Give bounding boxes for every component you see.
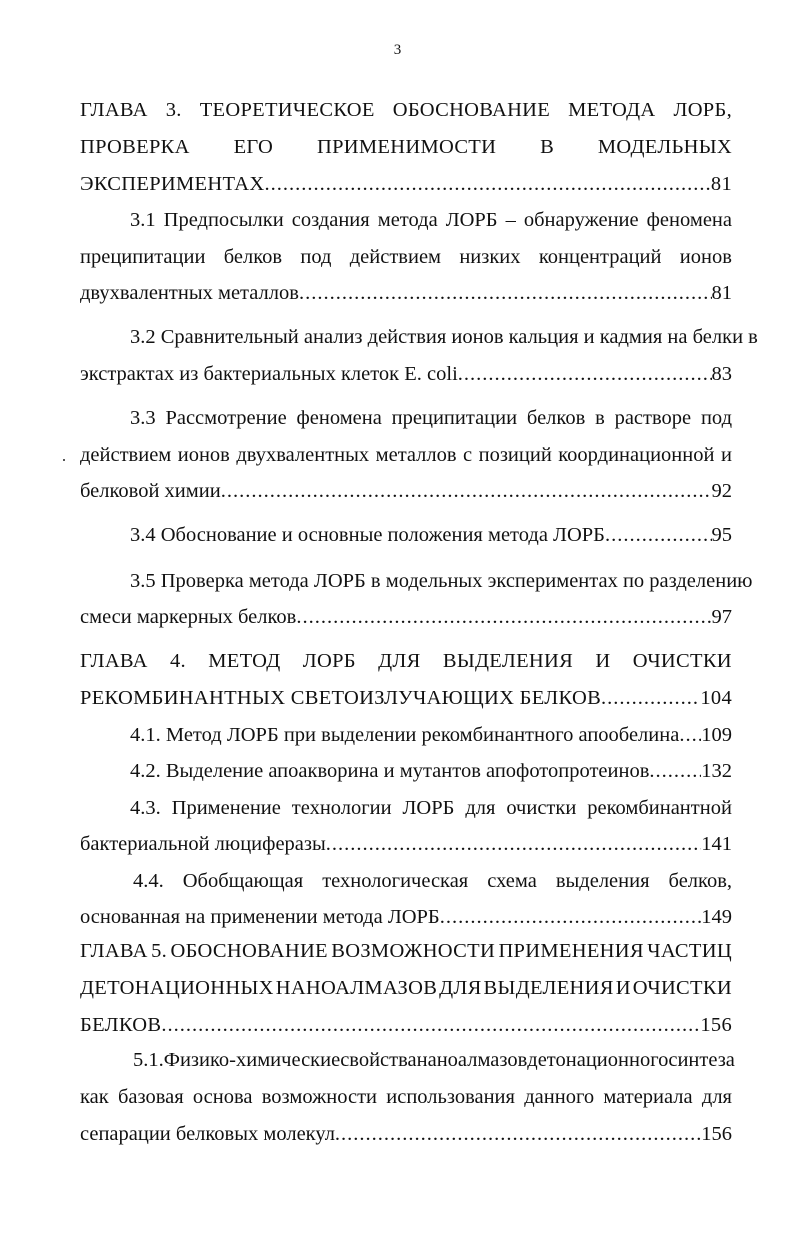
justified-word: 4. — [169, 650, 186, 672]
justified-word: основа — [192, 1086, 253, 1108]
justified-word: НАНОАЛМАЗОВ — [275, 977, 438, 999]
justified-word: И — [595, 650, 611, 672]
toc-section-4-3-line-2[interactable] — [80, 831, 732, 857]
justified-word: наноалмазов — [416, 1049, 528, 1071]
toc-section-4-3-line-1 — [130, 795, 732, 821]
toc-chapter-3-line-3[interactable] — [80, 171, 732, 197]
justified-word: рекомбинантной — [587, 797, 732, 819]
toc-section-3-1-line-2 — [80, 244, 732, 270]
toc-leader-dots — [335, 1121, 701, 1147]
toc-section-5-1-line-1 — [133, 1047, 735, 1073]
justified-word: ЛОРБ, — [673, 99, 732, 121]
justified-word: феномена — [646, 209, 732, 231]
toc-page-number: 149 — [701, 906, 732, 928]
toc-section-4-4-line-1 — [133, 868, 732, 894]
toc-leader-dots — [440, 904, 702, 930]
justified-word: преципитации — [391, 407, 518, 429]
justified-word: преципитации — [80, 246, 206, 268]
toc-section-4-1[interactable] — [130, 722, 732, 748]
toc-section-4-4-line-2[interactable] — [80, 904, 732, 930]
justified-word: Рассмотрение — [165, 407, 287, 429]
justified-word: детонационного — [527, 1049, 669, 1071]
justified-word: выделения — [555, 870, 650, 892]
toc-chapter-3-line-1 — [80, 97, 732, 123]
justified-word: металлов — [375, 444, 457, 466]
justified-word: ВЫДЕЛЕНИЯ — [483, 977, 614, 999]
toc-section-3-3-line-3[interactable] — [80, 478, 732, 504]
justified-word: для — [701, 1086, 732, 1108]
toc-leader-dots — [221, 478, 712, 504]
justified-word: возможности — [261, 1086, 377, 1108]
toc-chapter-4-line-1 — [80, 648, 732, 674]
toc-section-3-3-line-2 — [80, 442, 732, 468]
toc-section-3-5-line-1: 3.5 Проверка метода ЛОРБ в модельных экспериментах по разделению — [130, 570, 753, 592]
toc-page-number: 141 — [701, 833, 732, 855]
justified-word: ПРИМЕНИМОСТИ — [316, 136, 497, 158]
toc-section-3-5-line-2[interactable] — [80, 604, 732, 630]
justified-word: под — [300, 246, 332, 268]
toc-leader-dots — [296, 604, 711, 630]
justified-word: ВЫДЕЛЕНИЯ — [442, 650, 574, 672]
justified-word: ЛОРБ — [445, 209, 498, 231]
justified-word: ЧАСТИЦ — [647, 940, 732, 962]
justified-word: очистки — [506, 797, 577, 819]
justified-word: ГЛАВА — [80, 650, 148, 672]
justified-word: ОБОСНОВАНИЕ — [170, 940, 328, 962]
justified-word: и — [720, 444, 732, 466]
justified-word: Предпосылки — [163, 209, 284, 231]
justified-word: обнаружение — [523, 209, 639, 231]
justified-word: ЛОРБ — [302, 650, 356, 672]
justified-word: материала — [603, 1086, 693, 1108]
toc-section-3-1-line-1 — [130, 207, 732, 233]
toc-leader-dots — [458, 361, 712, 387]
justified-word: ГЛАВА — [80, 940, 148, 962]
toc-entry-title: двухвалентных металлов — [80, 282, 299, 304]
justified-word: 4.4. — [133, 870, 164, 892]
justified-word: белков — [223, 246, 283, 268]
justified-word: ДЛЯ — [378, 650, 421, 672]
justified-word: феномена — [296, 407, 382, 429]
justified-word: синтеза — [668, 1049, 735, 1071]
justified-word: 4.3. — [130, 797, 161, 819]
toc-section-3-4[interactable] — [130, 522, 732, 548]
toc-section-3-2-line-1: 3.2 Сравнительный анализ действия ионов кальция и кадмия на белки в — [130, 326, 758, 348]
justified-word: позиций — [478, 444, 552, 466]
justified-word: метода — [377, 209, 438, 231]
justified-word: с — [463, 444, 473, 466]
justified-word: концентраций — [538, 246, 662, 268]
justified-word: координационной — [558, 444, 715, 466]
toc-leader-dots — [264, 171, 710, 197]
justified-word: использования — [386, 1086, 515, 1108]
scan-speck — [63, 459, 65, 461]
justified-word: белков — [526, 407, 586, 429]
toc-section-5-1-line-3[interactable] — [80, 1121, 732, 1147]
justified-word: данного — [524, 1086, 595, 1108]
justified-word: в — [595, 407, 605, 429]
justified-word: ионов — [177, 444, 230, 466]
justified-word: 5.1. — [133, 1049, 164, 1071]
toc-page-number: 156 — [701, 1123, 732, 1145]
justified-word: как — [80, 1086, 109, 1108]
toc-page-number: 104 — [700, 687, 732, 709]
justified-word: свойства — [340, 1049, 417, 1071]
justified-word: ионов — [679, 246, 732, 268]
justified-word: Применение — [171, 797, 281, 819]
toc-section-5-1-line-2 — [80, 1084, 732, 1110]
justified-word: МОДЕЛЬНЫХ — [597, 136, 732, 158]
justified-word: 3.3 — [130, 407, 156, 429]
justified-word: низких — [459, 246, 521, 268]
toc-entry-title: РЕКОМБИНАНТНЫХ СВЕТОИЗЛУЧАЮЩИХ БЕЛКОВ — [80, 687, 602, 709]
toc-entry-title: БЕЛКОВ — [80, 1014, 162, 1036]
toc-leader-dots — [601, 685, 700, 711]
justified-word: ЕГО — [233, 136, 274, 158]
justified-word: ДЛЯ — [439, 977, 482, 999]
toc-chapter-5-line-2 — [80, 975, 732, 1001]
justified-word: ПРИМЕНЕНИЯ — [498, 940, 644, 962]
justified-word: 5. — [151, 940, 168, 962]
justified-word: – — [505, 209, 516, 231]
justified-word: ПРОВЕРКА — [80, 136, 190, 158]
toc-leader-dots — [326, 831, 701, 857]
toc-section-4-2[interactable] — [130, 758, 732, 784]
justified-word: 3.1 — [130, 209, 156, 231]
toc-page-number: 156 — [700, 1014, 732, 1036]
toc-page-number: 83 — [711, 363, 732, 385]
toc-page-number: 95 — [711, 524, 732, 546]
justified-word: ВОЗМОЖНОСТИ — [331, 940, 496, 962]
toc-page-number: 81 — [710, 173, 732, 195]
toc-leader-dots — [299, 280, 712, 306]
page-number: 3 — [393, 42, 402, 58]
toc-chapter-5-line-3[interactable] — [80, 1012, 732, 1038]
toc-entry-title: 4.2. Выделение апоакворина и мутантов апофотопротеинов — [130, 760, 650, 782]
justified-word: МЕТОДА — [568, 99, 656, 121]
toc-page-number: 92 — [711, 480, 732, 502]
justified-word: базовая — [117, 1086, 184, 1108]
justified-word: ОБОСНОВАНИЕ — [392, 99, 551, 121]
toc-entry-title: 4.1. Метод ЛОРБ при выделении рекомбинантного апообелина — [130, 724, 680, 746]
toc-page-number: 97 — [711, 606, 732, 628]
toc-entry-title: белковой химии — [80, 480, 221, 502]
justified-word: ГЛАВА — [80, 99, 148, 121]
justified-word: технологии — [291, 797, 392, 819]
justified-word: МЕТОД — [208, 650, 281, 672]
justified-word: белков, — [668, 870, 732, 892]
toc-chapter-4-line-2[interactable] — [80, 685, 732, 711]
justified-word: Физико-химические — [163, 1049, 341, 1071]
justified-word: ЛОРБ — [402, 797, 455, 819]
justified-word: ДЕТОНАЦИОННЫХ — [80, 977, 274, 999]
toc-entry-title: основанная на применении метода ЛОРБ — [80, 906, 440, 928]
toc-entry-title: бактериальной люциферазы — [80, 833, 326, 855]
justified-word: В — [540, 136, 555, 158]
toc-section-3-2-line-2[interactable] — [80, 361, 732, 387]
justified-word: растворе — [614, 407, 692, 429]
toc-chapter-5-line-1 — [80, 938, 732, 964]
justified-word: схема — [487, 870, 537, 892]
justified-word: ОЧИСТКИ — [632, 977, 732, 999]
toc-entry-title: ЭКСПЕРИМЕНТАХ — [80, 173, 265, 195]
toc-leader-dots — [679, 722, 701, 748]
toc-chapter-3-line-2 — [80, 134, 732, 160]
toc-leader-dots — [605, 522, 712, 548]
toc-entry-title: экстрактах из бактериальных клеток E. coli — [80, 363, 458, 385]
toc-page-number: 132 — [701, 760, 732, 782]
toc-page-number: 109 — [701, 724, 732, 746]
toc-entry-title: смеси маркерных белков — [80, 606, 297, 628]
justified-word: двухвалентных — [236, 444, 370, 466]
toc-entry-title: сепарации белковых молекул — [80, 1123, 335, 1145]
justified-word: ТЕОРЕТИЧЕСКОЕ — [199, 99, 375, 121]
toc-section-3-3-line-1 — [130, 405, 732, 431]
justified-word: для — [465, 797, 496, 819]
toc-leader-dots — [649, 758, 701, 784]
justified-word: ОЧИСТКИ — [632, 650, 732, 672]
toc-leader-dots — [161, 1012, 700, 1038]
justified-word: 3. — [165, 99, 182, 121]
justified-word: действием — [349, 246, 442, 268]
justified-word: И — [615, 977, 631, 999]
toc-section-3-1-line-3[interactable] — [80, 280, 732, 306]
justified-word: под — [700, 407, 732, 429]
justified-word: создания — [291, 209, 370, 231]
justified-word: действием — [80, 444, 172, 466]
justified-word: Обобщающая — [182, 870, 304, 892]
toc-entry-title: 3.4 Обоснование и основные положения метода ЛОРБ — [130, 524, 605, 546]
toc-page-number: 81 — [711, 282, 732, 304]
justified-word: технологическая — [322, 870, 469, 892]
